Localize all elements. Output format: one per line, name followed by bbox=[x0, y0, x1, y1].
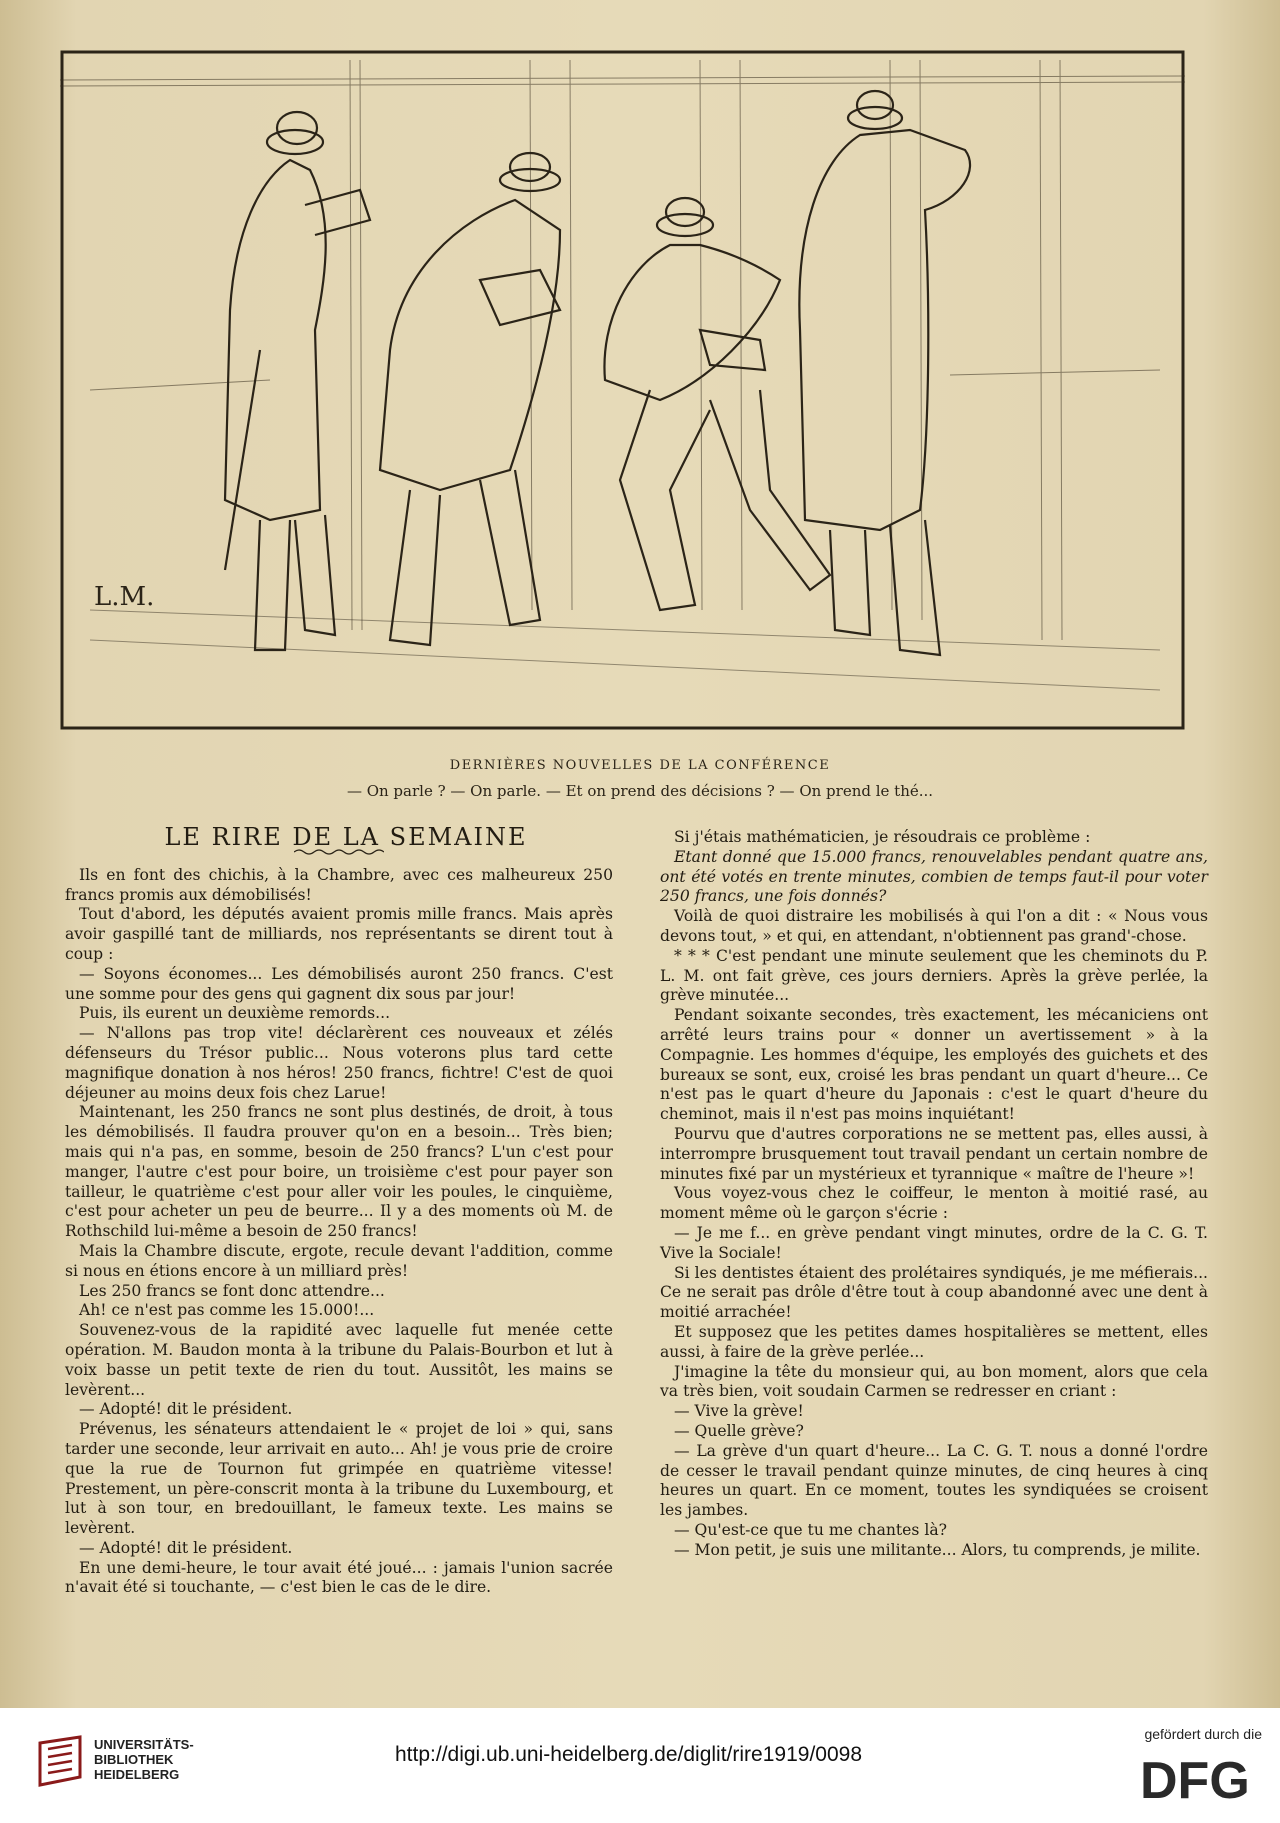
right-column bbox=[660, 828, 1208, 1648]
paragraph: — Soyons économes... Les démobilisés auront 250 francs. C'est une somme pour des gens qui gagnent dix sous par jour! bbox=[65, 964, 613, 1003]
paragraph: Vous voyez-vous chez le coiffeur, le menton à moitié rasé, au moment même où le garçon s'écrie : bbox=[660, 1184, 1208, 1223]
paragraph: — N'allons pas trop vite! déclarèrent ces nouveaux et zélés défenseurs du Trésor public... Nous voterons plus tard cette magnifique donation à nos héros! 250 francs, fichtre! C'est de quoi déjeuner au moins deux fois chez Larue! bbox=[65, 1024, 613, 1102]
paragraph: — La grève d'un quart d'heure... La C. G. T. nous a donné l'ordre de cesser le travail pendant quinze minutes, de cinq heures à cinq heures un quart. En ce moment, toutes les syndiquées se croisent les jambes. bbox=[660, 1441, 1208, 1520]
math-problem: Etant donné que 15.000 francs, renouvelables pendant quatre ans, ont été votés en trente minutes, combien de temps faut-il pour voter 250 francs, une fois donnés? bbox=[660, 847, 1208, 906]
section-break bbox=[660, 947, 1208, 1006]
paragraph: Les 250 francs se font donc attendre... bbox=[79, 1281, 385, 1300]
bent-man-figure bbox=[380, 153, 560, 645]
paragraph: Mais la Chambre discute, ergote, recule devant l'addition, comme si nous en étions encore à un milliard près! bbox=[65, 1241, 613, 1280]
paragraph: Si les dentistes étaient des prolétaires syndiqués, je me méfierais... Ce ne serait pas drôle d'être tout à coup abandonné avec une dent à moitié arrachée! bbox=[660, 1263, 1208, 1322]
illustration-caption-dialogue: — On parle ? — On parle. — Et on prend des décisions ? — On prend le thé... bbox=[346, 782, 934, 800]
paragraph: — Qu'est-ce que tu me chantes là? bbox=[674, 1520, 948, 1539]
paragraph: Voilà de quoi distraire les mobilisés à qui l'on a dit : « Nous vous devons tout, » et qui, en attendant, n'obtiennent pas grand'-chose. bbox=[660, 907, 1208, 945]
paragraph: C'est pendant une minute seulement que les cheminots du P. L. M. ont fait grève, ces jours derniers. Après la grève perlée, la grève minutée... bbox=[660, 946, 1208, 1005]
paragraph: — Adopté! dit le président. bbox=[79, 1538, 293, 1557]
paragraph: — Adopté! dit le président. bbox=[79, 1400, 293, 1419]
door-man-figure bbox=[799, 91, 970, 655]
dfg-logo bbox=[1140, 1750, 1262, 1806]
paragraph: Souvenez-vous de la rapidité avec laquelle fut menée cette opération. M. Baudon monta à la tribune du Palais-Bourbon et lut à voix basse un petit texte de rien du tout. Aussitôt, les mains se levèrent... bbox=[65, 1321, 613, 1399]
source-url-link[interactable]: http://digi.ub.uni-heidelberg.de/diglit/rire1919/0098 bbox=[395, 1743, 862, 1766]
paragraph: — Mon petit, je suis une militante... Alors, tu comprends, je milite. bbox=[674, 1540, 1201, 1559]
paragraph: Et supposez que les petites dames hospitalières se mettent, elles aussi, à faire de la grève perlée... bbox=[660, 1322, 1208, 1361]
paragraph: Ils en font des chichis, à la Chambre, avec ces malheureux 250 francs promis aux démobilisés! bbox=[65, 865, 613, 904]
dfg-logo-text: DFG bbox=[1140, 1752, 1250, 1806]
paragraph: — Quelle grève? bbox=[674, 1421, 804, 1440]
illustration-caption-title: DERNIÈRES NOUVELLES DE LA CONFÉRENCE bbox=[449, 758, 831, 773]
paragraph: J'imagine la tête du monsieur qui, au bon moment, alors que cela va très bien, voit soudain Carmen se redresser en criant : bbox=[660, 1362, 1208, 1401]
funding-note: gefördert durch die bbox=[1144, 1726, 1262, 1742]
paragraph: Tout d'abord, les députés avaient promis mille francs. Mais après avoir gaspillé tant de milliards, nos représentants se dirent tout à coup : bbox=[65, 905, 613, 963]
artist-signature: L.M. bbox=[94, 582, 155, 612]
paragraph: Pourvu que d'autres corporations ne se mettent pas, elles aussi, à interrompre brusquement tout travail pendant un certain nombre de minutes fixé par un mystérieux et tyrannique « maître de l'heure »! bbox=[660, 1124, 1208, 1183]
paragraph: Ah! ce n'est pas comme les 15.000!... bbox=[79, 1301, 375, 1320]
library-name bbox=[94, 1737, 194, 1782]
asterism: * * * bbox=[674, 946, 710, 965]
library-name-line: BIBLIOTHEK bbox=[94, 1752, 174, 1767]
paragraph: — Vive la grève! bbox=[674, 1402, 804, 1421]
paragraph: Si j'étais mathématicien, je résoudrais ce problème : bbox=[674, 828, 1091, 846]
paragraph: Maintenant, les 250 francs ne sont plus destinés, de droit, à tous les démobilisés. Il faudra prouver qu'on en a besoin... Très bien; mais qui n'a pas, en somme, besoin de 250 francs? L'un c'est pour manger, l'autre c'est pour boire, un troisième c'est pour payer son tailleur, le quatrième c'est pour aller voir les poules, le cinquième, c'est pour acheter un peu de beurre... Il y a des moments où M. de Rothschild lui-même a besoin de 250 francs! bbox=[65, 1103, 613, 1241]
crouching-man-figure bbox=[604, 198, 830, 610]
library-name-line: UNIVERSITÄTS- bbox=[94, 1737, 194, 1752]
paragraph: — Je me f... en grève pendant vingt minutes, ordre de la C. G. T. Vive la Sociale! bbox=[660, 1223, 1208, 1262]
cartoon-illustration bbox=[60, 50, 1185, 730]
paragraph: En une demi-heure, le tour avait été joué... : jamais l'union sacrée n'avait été si touchante, — c'est bien le cas de le dire. bbox=[65, 1558, 613, 1597]
article-headline: LE RIRE DE LA SEMAINE bbox=[164, 823, 528, 851]
left-column bbox=[65, 823, 613, 1648]
university-library-logo-icon bbox=[36, 1733, 84, 1789]
paragraph: Puis, ils eurent un deuxième remords... bbox=[79, 1004, 391, 1023]
library-name-line: HEIDELBERG bbox=[94, 1767, 180, 1782]
paragraph: Pendant soixante secondes, très exactement, les mécaniciens ont arrêté leurs trains pour « donner un avertissement » à la Compagnie. Les hommes d'équipe, les employés des guichets et des bureaux se sont, eux, croisé les bras pendant un quart d'heure... Ce n'est pas le quart d'heure du Japonais : c'est le quart d'heure du cheminot, mais il n'est pas moins inquiétant! bbox=[660, 1006, 1208, 1124]
paragraph: Prévenus, les sénateurs attendaient le « projet de loi » qui, sans tarder une seconde, leur arrivait en auto... Ah! je vous prie de croire que la rue de Tournon fut grimpée en quatrième vitesse! Prestement, un père-conscrit monta à la tribune du Luxembourg, et lut à son tour, en bredouillant, le fameux texte. Les mains se levèrent. bbox=[65, 1420, 613, 1538]
